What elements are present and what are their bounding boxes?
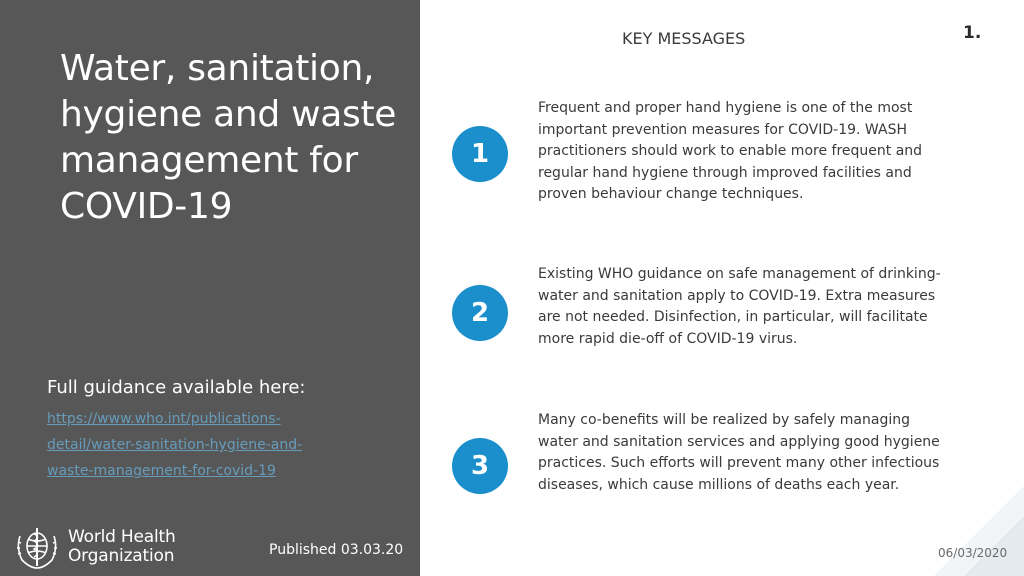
who-logo xyxy=(12,522,176,572)
title-line: Water, sanitation, xyxy=(60,48,375,89)
guidance-link-line[interactable]: waste-management-for-covid-19 xyxy=(47,463,276,479)
page-title xyxy=(60,46,400,230)
message-number-badge: 2 xyxy=(452,285,508,341)
published-date: Published 03.03.20 xyxy=(269,542,404,558)
key-messages-heading: KEY MESSAGES xyxy=(622,29,746,48)
logo-line: World Health xyxy=(68,527,176,547)
footer-date: 06/03/2020 xyxy=(938,546,1008,560)
who-emblem-icon xyxy=(12,522,62,572)
logo-line: Organization xyxy=(68,546,175,566)
who-logo-text xyxy=(68,528,176,566)
guidance-link[interactable] xyxy=(47,406,367,484)
title-line: COVID-19 xyxy=(60,186,233,227)
message-text: Existing WHO guidance on safe management of drinking-water and sanitation apply to COVID-19. Extra measures are not needed. Disinfection, in particular, will facilitate more rapid die-off of COVID-19 virus. xyxy=(538,266,941,347)
message-number-badge: 1 xyxy=(452,126,508,182)
sidebar-panel xyxy=(0,0,420,576)
corner-decoration xyxy=(934,486,1024,576)
guidance-link-line[interactable]: detail/water-sanitation-hygiene-and- xyxy=(47,437,303,453)
title-line: hygiene and waste xyxy=(60,94,397,135)
message-text: Frequent and proper hand hygiene is one of the most important prevention measures for COVID-19. WASH practitioners should work to enable more frequent and regular hand hygiene through improved facilities and proven behaviour change techniques. xyxy=(538,100,923,202)
message-number-badge: 3 xyxy=(452,438,508,494)
guidance-link-line[interactable]: https://www.who.int/publications- xyxy=(47,411,281,427)
guidance-label: Full guidance available here: xyxy=(47,377,306,398)
message-text: Many co-benefits will be realized by safely managing water and sanitation services and applying good hygiene practices. Such efforts will prevent many other infectious diseases, which cause millions of deaths each year. xyxy=(538,412,940,493)
title-line: management for xyxy=(60,140,358,181)
slide-number: 1. xyxy=(963,23,982,43)
